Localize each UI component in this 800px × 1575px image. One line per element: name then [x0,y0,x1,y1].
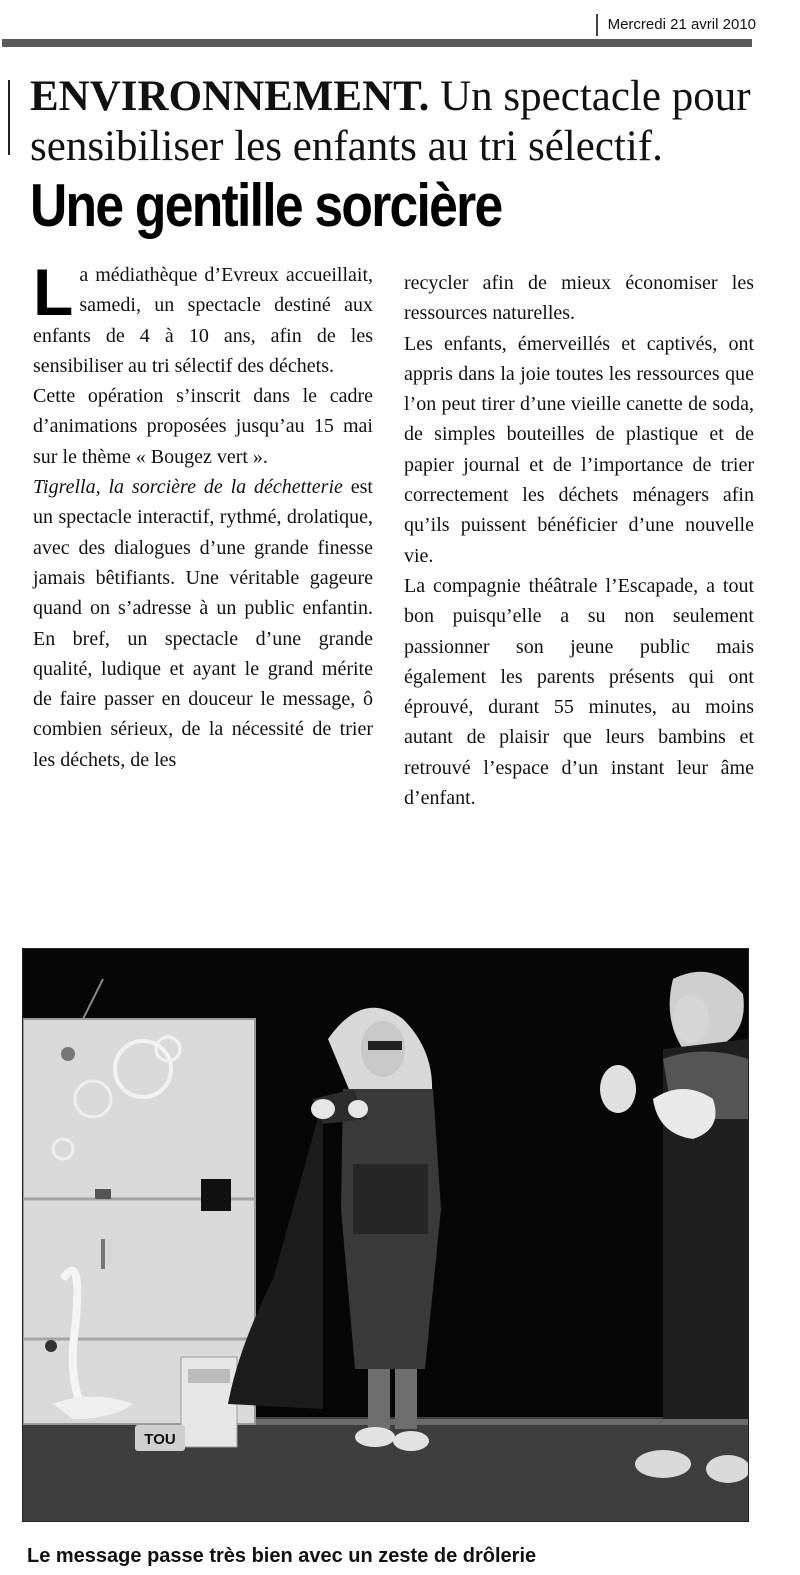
rubric-label: ENVIRONNEMENT. [30,73,430,120]
article-photo [22,948,749,1522]
issue-date: Mercredi 21 avril 2010 [596,14,756,36]
paragraph-2: Cette opération s’inscrit dans le cadre d’animations proposées jusqu’au 15 mai sur le thème « Bougez vert ». [33,385,373,468]
paragraph-1: La médiathèque d’Evreux accueillait, samedi, un spectacle destiné aux enfants de 4 à 10 ans, afin de les sensibiliser au tri sélectif des déchets. [33,255,373,377]
drop-cap: L [33,255,74,329]
paragraph-5: Les enfants, émerveillés et captivés, ont appris dans la joie toutes les ressources que l’on peut tirer d’une vieille canette de soda, de simples bouteilles de plastique et de papier journal et de l’importance de trier correctement les déchets ménagers afin qu’ils puissent bénéficier d’une nouvelle vie. [404,332,754,567]
kicker-text: Un spectacle pour sensibiliser les enfants au tri sélectif. [30,73,751,170]
paragraph-4: recycler afin de mieux économiser les ressources naturelles. [404,272,754,325]
photo-caption: Le message passe très bien avec un zeste de drôlerie [27,1545,537,1567]
article-column-right [404,268,754,813]
header-rule [2,39,752,47]
stage-photo-illustration [23,949,748,1521]
article-headline: Une gentille sorcière [30,172,502,239]
paragraph-3: Tigrella, la sorcière de la déchetterie est un spectacle interactif, rythmé, drolatique, avec des dialogues d’une grande finesse jamais bêtifiants. Une véritable gageure quand on s’adresse à un public enfantin. En bref, un spectacle d’une grande qualité, ludique et ayant le grand mérite de faire passer en douceur le message, ô combien sérieux, de la nécessité de trier les déchets, de les [33,476,373,771]
tou-sign [135,1425,185,1451]
kicker-bar [8,80,10,155]
article-column-left [33,255,373,775]
article-kicker [30,72,770,172]
paragraph-6: La compagnie théâtrale l’Escapade, a tout bon puisqu’elle a su non seulement passionner son jeune public mais également les parents présents qui ont éprouvé, durant 55 minutes, au moins autant de plaisir que leurs bambins et retrouvé l’espace d’un instant leur âme d’enfant. [404,574,754,810]
show-title: Tigrella, la sorcière de la déchetterie [33,476,343,499]
svg-text:TOU: TOU [144,1431,176,1448]
